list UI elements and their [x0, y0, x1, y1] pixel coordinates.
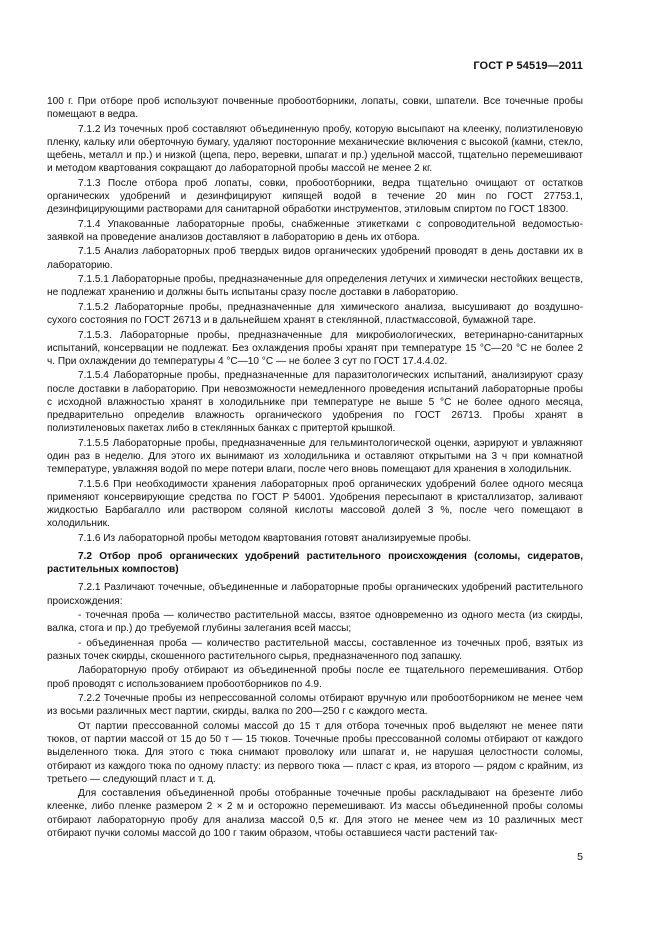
paragraph: 7.1.5.6 При необходимости хранения лабораторных проб органических удобрений более одного месяца применяют консервирующие средства по ГОСТ Р 54001. Удобрения пересыпают в кристаллизатор, заливают жидкостью Барбагалло или раствором соляной кислоты массовой долей 3 %, после чего помещают в холодильник. [47, 478, 583, 530]
paragraph: 7.1.4 Упакованные лабораторные пробы, снабженные этикетками с сопроводительной ведомостью-заявкой на проведение анализов доставляют в лабораторию в день их отбора. [47, 218, 583, 243]
paragraph: 7.1.5.1 Лабораторные пробы, предназначенные для определения летучих и химически нестойких веществ, не подлежат хранению и должны быть испытаны сразу после доставки в лабораторию. [47, 274, 583, 299]
paragraph: 7.1.5 Анализ лабораторных проб твердых видов органических удобрений проводят в день доставки их в лабораторию. [47, 246, 583, 271]
paragraph: 7.2.1 Различают точечные, объединенные и лабораторные пробы органических удобрений растительного происхождения: [47, 582, 583, 607]
paragraph: 7.1.2 Из точечных проб составляют объединенную пробу, которую высыпают на клеенку, полиэтиленовую пленку, кальку или оберточную бумагу, удаляют посторонние механические включения с высокой (камни, стекло, щебень, металл и пр.) и низкой (щепа, перо, веревки, шпагат и пр.) удельной массой, тщательно перемешивают и методом квартования сокращают до лабораторной пробы массой не менее 2 кг. [47, 123, 583, 175]
paragraph: Лабораторную пробу отбирают из объединенной пробы после ее тщательного перемешивания. Отбор проб проводят с использованием пробоотборников по 4.9. [47, 665, 583, 690]
paragraph: 7.1.3 После отбора проб лопаты, совки, пробоотборники, ведра тщательно очищают от остатков органических удобрений и дезинфицируют кипящей водой в течение 20 мин по ГОСТ 27753.1, дезинфицирующими растворами для санитарной обработки инструментов, этиловым спиртом по ГОСТ 18300. [47, 177, 583, 216]
paragraph: 7.1.5.3. Лабораторные пробы, предназначенные для микробиологических, ветеринарно-санитарных испытаний, консервации не подлежат. Без охлаждения пробы хранят при температуре 15 °С—20 °С не более 2 ч. При охлаждении до температуры 4 °С—10 °С — не более 3 сут по ГОСТ 17.4.4.02. [47, 329, 583, 367]
paragraph: - точечная проба — количество растительной массы, взятое одновременно из одного места (из скирды, валка, стога и пр.) до требуемой глубины залегания всей массы; [47, 610, 583, 635]
paragraph: 7.1.5.5 Лабораторные пробы, предназначенные для гельминтологической оценки, аэрируют и увлажняют один раз в неделю. Для этого их вынимают из холодильника и оставляют открытыми на 3 ч при комнатной температуре, увлажняя водой по мере потери влаги, после чего вновь помещают для хранения в холодильник. [47, 437, 583, 476]
paragraph: Для составления объединенной пробы отобранные точечные пробы раскладывают на брезенте либо клеенке, либо пленке размером 2 × 2 м и осторожно перемешивают. Из массы объединенной пробы соломы отбирают лабораторную пробу для анализа массой 0,5 кг. Для этого не менее чем из 10 различных мест отбирают пучки соломы массой до 100 г таким образом, чтобы оставшиеся части растений так- [47, 788, 583, 839]
paragraph: - объединенная проба — количество растительной массы, составленное из точечных проб, взятых из разных точек скирды, скошенного растительного сырья, предназначенного под запашку. [47, 637, 583, 662]
paragraph: От партии прессованной соломы массой до 15 т для отбора точечных проб выделяют не менее пяти тюков, от партии массой от 15 до 50 т — 15 тюков. Точечные пробы прессованной соломы отбирают от каждого выделенного тюка. Для этого с тюка снимают проволоку или шпагат и, не нарушая целостности соломы, отбирают из каждого тюка по одному пласту: из первого тюка — пласт с края, из второго — рядом с крайним, из третьего — следующий пласт и т. д. [47, 720, 583, 785]
paragraph: 7.1.6 Из лабораторной пробы методом квартования готовят анализируемые пробы. [78, 532, 472, 544]
paragraph: 7.1.5.2 Лабораторные пробы, предназначенные для химического анализа, высушивают до воздушно-сухого состояния по ГОСТ 26713 и в дальнейшем хранят в стеклянной, пластмассовой, бумажной таре. [47, 301, 583, 327]
paragraph: 7.1.5.4 Лабораторные пробы, предназначенные для паразитологических испытаний, анализируют сразу после доставки в лабораторию. При невозможности немедленного проведения испытаний лабораторные пробы с исходной влажностью хранят в холодильнике при температуре не выше 5 °С не более одного месяца, предварительно определив влажность органического удобрения по ГОСТ 26713. Пробы хранят в полиэтиленовых пакетах либо в стеклянных банках с притертой крышкой. [47, 370, 583, 435]
document-body [47, 95, 583, 841]
section-heading: 7.2 Отбор проб органических удобрений растительного происхождения (соломы, сидератов, растительных компостов) [47, 550, 583, 576]
document-header: ГОСТ Р 54519—2011 [473, 60, 583, 72]
paragraph: 7.2.2 Точечные пробы из непрессованной соломы отбирают вручную или пробоотборником не менее чем из восьми различных мест партии, скирды, валка по 200—250 г с каждого места. [47, 693, 583, 718]
page-number: 5 [577, 851, 583, 863]
paragraph: 100 г. При отборе проб используют почвенные пробоотборники, лопаты, совки, шпатели. Все точечные пробы помещают в ведра. [47, 96, 583, 121]
